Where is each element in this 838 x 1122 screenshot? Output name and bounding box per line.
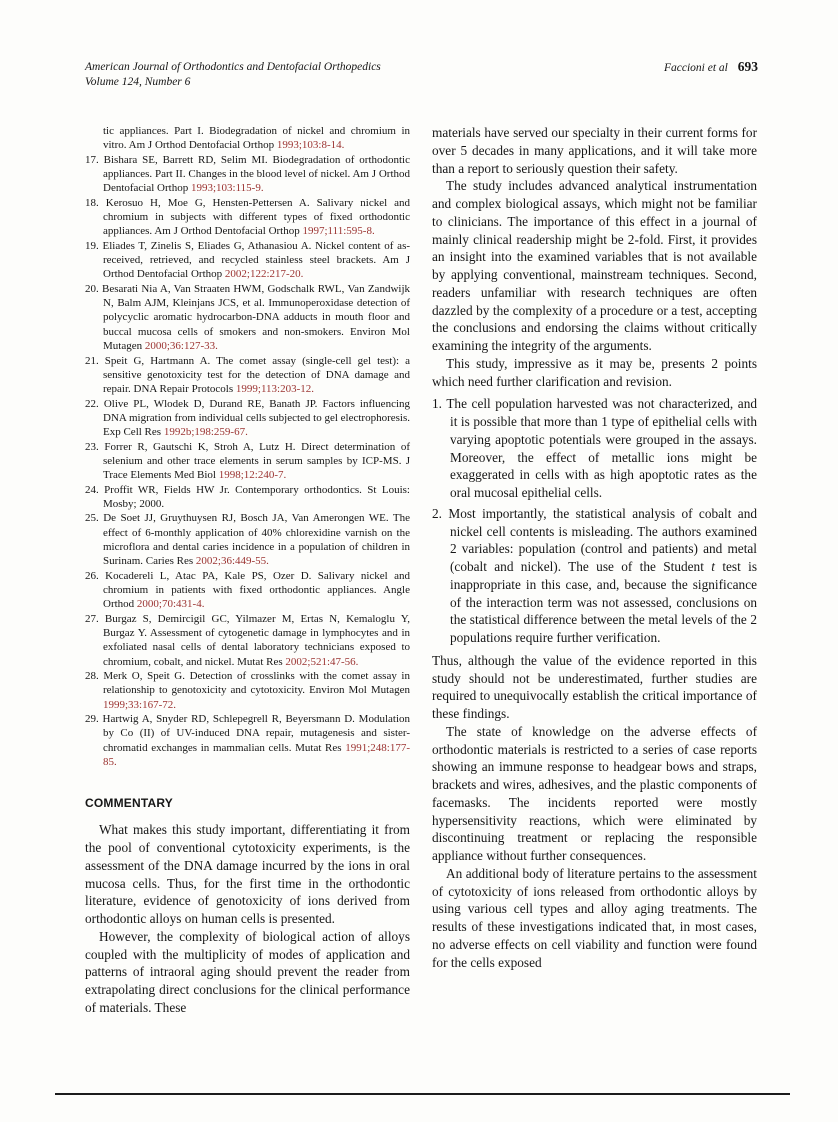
citation-link[interactable]: 2002;122:217-20.	[224, 268, 304, 281]
reference-text: Hartwig A, Snyder RD, Schlepegrell R, Beyersmann D. Modulation by Co (II) of UV-induced DNA repair, mutagenesis and sister-chromatid exchanges in mammalian cells. Mutat Res	[102, 713, 410, 754]
reference-text: Eliades T, Zinelis S, Eliades G, Athanasiou A. Nickel content of as-received, retrieved, and recycled stainless steel brackets. Am J Orthod Dentofacial Orthop	[102, 239, 411, 281]
reference-number: 21.	[85, 354, 99, 367]
reference-text: tic appliances. Part I. Biodegradation of nickel and chromium in vitro. Am J Orthod Dentofacial Orthop	[103, 125, 410, 152]
reference-text: Kerosuo H, Moe G, Hensten-Pettersen A. Salivary nickel and chromium in subjects with different types of fixed orthodontic appliances. Am J Orthod Dentofacial Orthop	[103, 196, 411, 238]
citation-link[interactable]: 1992b;198:259-67.	[163, 426, 248, 439]
citation-link[interactable]: 2002;36:449-55.	[195, 555, 269, 568]
commentary-paragraph: However, the complexity of biological action of alloys coupled with the multiplicity of modes of application and patterns of intraoral aging should prevent the reader from extrapolating direct conclusions for the clinical performance of materials. These	[85, 928, 410, 1015]
citation-link[interactable]: 1998;12:240-7.	[218, 469, 287, 482]
list-text: The cell population harvested was not characterized, and it is possible that more than 1 type of epithelial cells with varying apoptotic potentials were grouped in the assays. Moreover, the effect of metallic ions might be exaggerated in cells with as high apoptotic rates as the oral mucosal epithelial cells.	[446, 396, 757, 500]
commentary-heading: COMMENTARY	[85, 796, 173, 811]
reference-number: 20.	[85, 282, 99, 295]
body-paragraph: materials have served our specialty in their current forms for over 5 decades in many applications, and it will take more than a report to seriously question their safety.	[432, 125, 757, 176]
citation-link[interactable]: 2000;70:431-4.	[136, 598, 205, 611]
two-column-body	[85, 124, 758, 1017]
body-paragraph: This study, impressive as it may be, presents 2 points which need further clarification and revision.	[432, 355, 757, 389]
reference-continuation	[85, 124, 410, 153]
reference-item	[85, 354, 410, 397]
reference-text: Besarati Nia A, Van Straaten HWM, Godschalk RWL, Van Zandwijk N, Balm AJM, Kleinjans JCS, et al. Immunoperoxidase detection of polycyclic aromatic hydrocarbon-DNA adducts in mouth floor and buccal mucosa cells of smokers and non-smokers. Environ Mol Mutagen	[102, 282, 410, 353]
student-t-italic: t	[711, 559, 715, 574]
reference-number: 28.	[85, 670, 99, 683]
reference-text: Bishara SE, Barrett RD, Selim MI. Biodegradation of orthodontic appliances. Part II. Changes in the blood level of nickel. Am J Orthod Dentofacial Orthop	[103, 153, 410, 195]
reference-number: 26.	[85, 569, 99, 582]
reference-item	[85, 196, 410, 239]
reference-item	[85, 483, 410, 512]
page-info	[664, 60, 758, 76]
reference-item	[85, 669, 410, 712]
reference-item	[85, 153, 410, 196]
body-paragraph: Thus, although the value of the evidence reported in this study should not be underestimated, further studies are required to unequivocally establish the critical importance of these findings.	[432, 652, 757, 721]
list-item-2	[432, 505, 757, 647]
list-number: 1.	[432, 396, 442, 412]
list-number: 2.	[432, 505, 442, 521]
reference-item	[85, 282, 410, 354]
list-text: Most importantly, the statistical analysis of cobalt and nickel cell contents is misleading. The authors examined 2 variables: population (control and patients) and metal (cobalt and nickel). The use of the Student	[448, 505, 757, 574]
reference-text: Olive PL, Wlodek D, Durand RE, Banath JP. Factors influencing DNA migration from individual cells subjected to gel electrophoresis. Exp Cell Res	[103, 397, 411, 439]
reference-text: Merk O, Speit G. Detection of crosslinks with the comet assay in relationship to genotoxicity and cytotoxicity. Environ Mol Mutagen	[103, 670, 410, 697]
right-column	[432, 124, 757, 1017]
reference-text: Kocadereli L, Atac PA, Kale PS, Ozer D. Salivary nickel and chromium in patients with fixed orthodontic appliances. Angle Orthod	[103, 569, 411, 611]
citation-link[interactable]: 1993;103:8-14.	[276, 139, 345, 152]
left-column	[85, 124, 410, 1017]
citation-link[interactable]: 1991;248:177-85.	[103, 741, 411, 769]
commentary-paragraph: What makes this study important, differentiating it from the pool of conventional cytotoxicity experiments, is the assessment of the DNA damage incurred by the ions in oral mucosa cells. Thus, for the first time in the orthodontic literature, evidence of genotoxicity of ions derived from orthodontic alloys on human cells is presented.	[85, 822, 410, 927]
citation-link[interactable]: 1993;103:115-9.	[190, 182, 264, 195]
journal-info	[85, 60, 381, 89]
list-text: test is inappropriate in this case, and, because the significance of the interaction term was not assessed, conclusions on the statistical difference between the metal levels of the 2 populations require further verification.	[450, 559, 757, 645]
reference-number: 22.	[85, 397, 99, 410]
reference-text: De Soet JJ, Gruythuysen RJ, Bosch JA, Van Amerongen WE. The effect of 6-monthly application of 40% chlorexidine varnish on the microflora and dental caries incidence in a population of children in Surinam. Caries Res	[103, 512, 410, 568]
citation-link[interactable]: 2002;521:47-56.	[285, 655, 359, 668]
reference-item	[85, 569, 410, 612]
citation-link[interactable]: 1997;111:595-8.	[302, 225, 375, 238]
body-paragraph: An additional body of literature pertains to the assessment of cytotoxicity of ions released from orthodontic alloys by using various cell types and alloy aging treatments. The results of these investigations indicated that, in most cases, no adverse effects on cell viability and function were found for the cells exposed	[432, 865, 757, 970]
citation-link[interactable]: 1999;113:203-12.	[235, 383, 315, 396]
reference-number: 18.	[85, 196, 99, 209]
reference-number: 23.	[85, 440, 99, 453]
reference-text: Proffit WR, Fields HW Jr. Contemporary orthodontics. St Louis: Mosby; 2000.	[103, 483, 410, 510]
numbered-list	[432, 395, 757, 647]
reference-item	[85, 239, 410, 282]
body-paragraph: The study includes advanced analytical instrumentation and complex biological assays, which might not be familiar to clinicians. The importance of this effect in a journal of mainly clinical readership might be 2-fold. First, it provides an insight into the examined variables that is not available by applying conventional, mainstream techniques. Second, readers unfamiliar with research techniques are often dazzled by the complexity of a procedure or a test, accepting the conclusions and endorsing the claims without critically examining the integrity of the arguments.	[432, 178, 757, 353]
reference-number: 19.	[85, 239, 99, 252]
journal-title: American Journal of Orthodontics and Dentofacial Orthopedics	[85, 61, 381, 73]
reference-text: Speit G, Hartmann A. The comet assay (single-cell gel test): a sensitive genotoxicity test for the detection of DNA damage and repair. DNA Repair Protocols	[103, 354, 410, 396]
citation-link[interactable]: 2000;36:127-33.	[144, 340, 218, 353]
running-authors: Faccioni et al	[664, 62, 728, 74]
page-number: 693	[737, 59, 758, 74]
body-paragraph: The state of knowledge on the adverse effects of orthodontic materials is restricted to a series of case reports showing an immune response to headgear bows and straps, brackets and wires, adhesives, and the plastic components of facemasks. The incidents reported were mostly hypersensitivity reactions, which were eliminated by discontinuing treatment or replacing the responsible appliance without further consequences.	[432, 723, 757, 863]
reference-number: 24.	[85, 483, 99, 496]
reference-item	[85, 397, 410, 440]
reference-number: 27.	[85, 612, 99, 625]
reference-number: 17.	[85, 153, 99, 166]
reference-text: Burgaz S, Demircigil GC, Yilmazer M, Ertas N, Kemaloglu Y, Burgaz Y. Assessment of cytogenetic damage in lymphocytes and in exfoliated nasal cells of dental laboratory technicians exposed to chromium, cobalt, and nickel. Mutat Res	[103, 612, 410, 668]
list-item-1	[432, 395, 757, 502]
reference-item	[85, 612, 410, 669]
reference-item	[85, 712, 410, 769]
page-bottom-scan-edge	[55, 1093, 790, 1095]
running-head	[85, 60, 758, 89]
reference-item	[85, 440, 410, 483]
reference-number: 25.	[85, 512, 99, 525]
reference-item	[85, 511, 410, 568]
citation-link[interactable]: 1999;33:167-72.	[103, 698, 177, 711]
journal-issue: Volume 124, Number 6	[85, 75, 191, 88]
reference-number: 29.	[85, 713, 99, 726]
reference-text: Forrer R, Gautschi K, Stroh A, Lutz H. Direct determination of selenium and other trace elements in serum samples by ICP-MS. J Trace Elements Med Biol	[103, 440, 410, 482]
reference-list	[85, 124, 410, 769]
